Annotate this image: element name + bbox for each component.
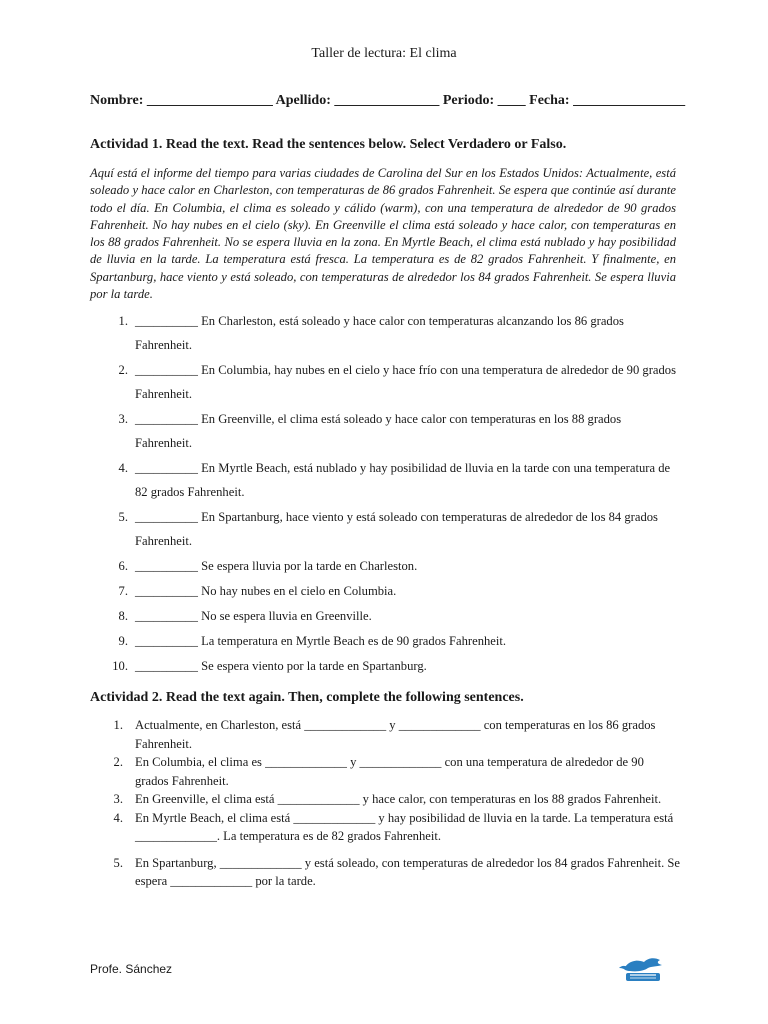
item-number: 7. [118, 584, 128, 598]
list-item [90, 629, 680, 653]
item-number: 2. [113, 755, 123, 769]
reading-passage: Aquí está el informe del tiempo para varias ciudades de Carolina del Sur en los Estados Unidos: Actualmente, está soleado y hace calor en Charleston, con temperaturas de 86 grados Fahrenheit. Se espera que continúe así durante todo el día. En Columbia, el clima es soleado y cálido (warm), con una temperatura de alrededor de 90 grados Fahrenheit. No hay nubes en el cielo (sky). En Greenville el clima está soleado y hace calor, con temperaturas en los 88 grados Fahrenheit. No se espera lluvia en la zona. En Myrtle Beach, el clima está nublado y hay posibilidad de lluvia en la tarde. La temperatura está fresca. La temperatura es de 82 grados Fahrenheit. Y finalmente, en Spartanburg, hace viento y está soleado, con temperaturas de alrededor los 84 grados Fahrenheit. Se espera lluvia por la tarde. [90, 166, 676, 302]
list-item [90, 716, 680, 753]
activity-2-heading: Actividad 2. Read the text again. Then, complete the following sentences. [90, 690, 524, 705]
fill-in-list [90, 716, 680, 891]
list-item [90, 407, 680, 455]
true-false-list [90, 309, 680, 679]
list-item [90, 809, 680, 846]
item-text: __________ No hay nubes en el cielo en Columbia. [135, 584, 397, 598]
list-item [90, 854, 680, 891]
item-number: 3. [113, 792, 123, 806]
list-item [90, 309, 680, 357]
item-text: __________ En Greenville, el clima está soleado y hace calor con temperaturas en los 88 grados Fahrenheit. [135, 412, 622, 450]
item-number: 2. [118, 363, 128, 377]
teacher-name: Profe. Sánchez [90, 962, 173, 976]
list-item [90, 505, 680, 553]
page-title: Taller de lectura: El clima [311, 46, 457, 61]
item-number: 9. [118, 634, 128, 648]
student-info-line: Nombre: __________________ Apellido: _______________ Periodo: ____ Fecha: ________________ [90, 93, 686, 108]
item-text: __________ No se espera lluvia en Greenville. [135, 609, 372, 623]
item-number: 10. [112, 659, 128, 673]
item-number: 1. [118, 314, 128, 328]
list-item [90, 604, 680, 628]
item-text: __________ En Spartanburg, hace viento y está soleado con temperaturas de alrededor de los 84 grados Fahrenheit. [135, 510, 658, 548]
list-item [90, 579, 680, 603]
item-text: __________ Se espera viento por la tarde en Spartanburg. [135, 659, 427, 673]
list-item [90, 790, 680, 809]
item-number: 4. [113, 810, 123, 825]
stallion-logo-icon [618, 955, 666, 983]
item-number: 6. [118, 559, 128, 573]
item-text: __________ La temperatura en Myrtle Beach es de 90 grados Fahrenheit. [135, 634, 507, 648]
list-item [90, 554, 680, 578]
list-item [90, 456, 680, 504]
item-text: En Myrtle Beach, el clima está _____________ y hay posibilidad de lluvia en la tarde. La temperatura está _____________. La temperatura es de 82 grados Fahrenheit. [135, 810, 674, 843]
item-text: __________ Se espera lluvia por la tarde en Charleston. [135, 559, 418, 573]
list-item [90, 358, 680, 406]
item-text: __________ En Columbia, hay nubes en el cielo y hace frío con una temperatura de alrededor de 90 grados Fahrenheit. [135, 363, 677, 401]
item-text: En Spartanburg, _____________ y está soleado, con temperaturas de alrededor los 84 grados Fahrenheit. Se espera _____________ por la tarde. [135, 855, 681, 888]
item-number: 4. [118, 461, 128, 475]
item-text: __________ En Charleston, está soleado y hace calor con temperaturas alcanzando los 86 grados Fahrenheit. [135, 314, 624, 352]
activity-1-heading: Actividad 1. Read the text. Read the sentences below. Select Verdadero or Falso. [90, 137, 567, 152]
list-item [90, 654, 680, 678]
item-text: En Greenville, el clima está _____________ y hace calor, con temperaturas en los 88 grados Fahrenheit. [135, 792, 662, 806]
item-text: __________ En Myrtle Beach, está nublado y hay posibilidad de lluvia en la tarde con una temperatura de 82 grados Fahrenheit. [135, 461, 671, 499]
item-text: En Columbia, el clima es _____________ y _____________ con una temperatura de alrededor de 90 grados Fahrenheit. [135, 755, 644, 788]
list-item [90, 753, 680, 790]
item-number: 5. [118, 510, 128, 524]
item-number: 8. [118, 609, 128, 623]
item-number: 5. [113, 855, 123, 870]
item-text: Actualmente, en Charleston, está _____________ y _____________ con temperaturas en los 86 grados Fahrenheit. [135, 718, 656, 751]
item-number: 1. [113, 718, 123, 732]
item-number: 3. [118, 412, 128, 426]
